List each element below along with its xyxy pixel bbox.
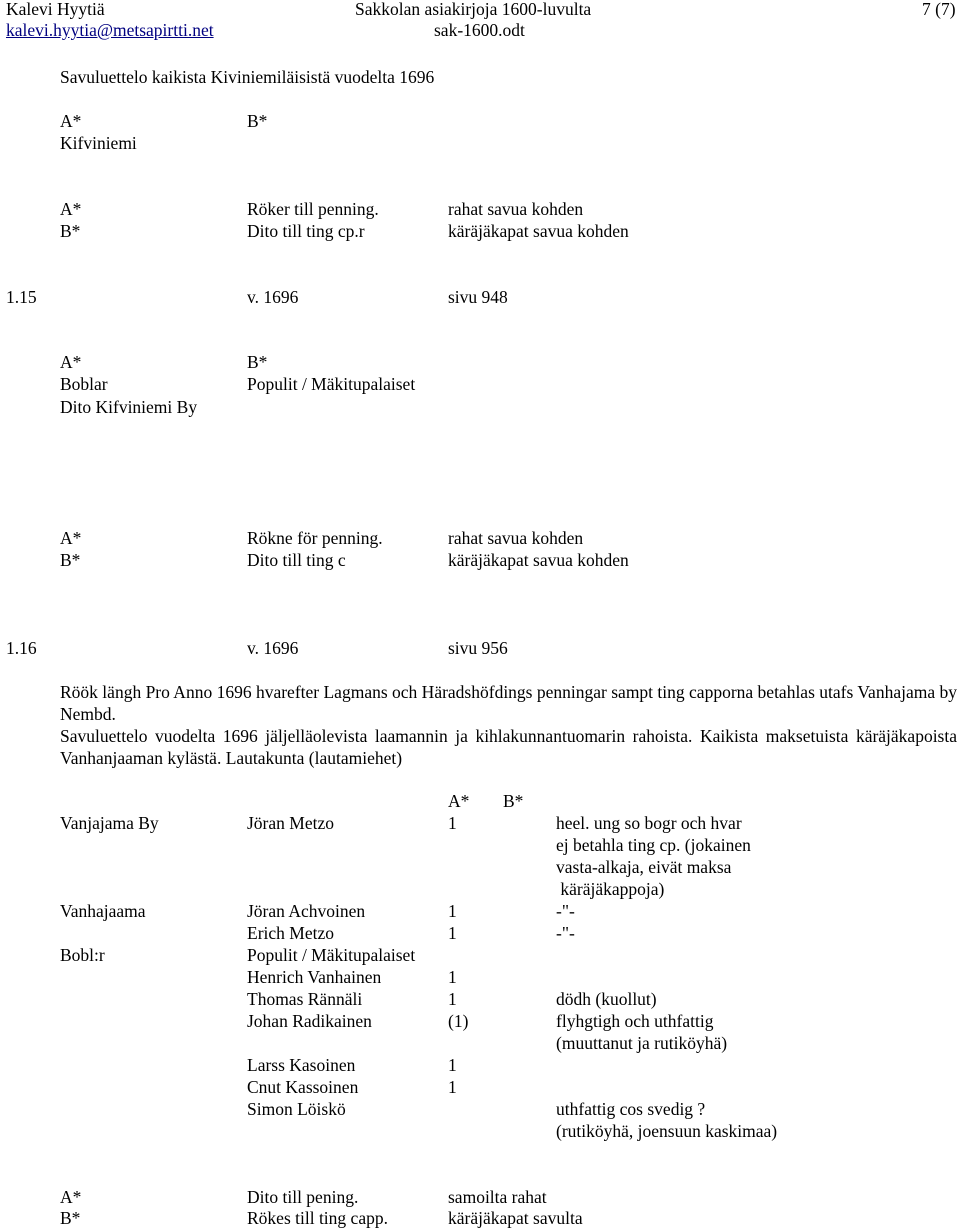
table-row-note: flyhgtigh och uthfattig [556,1011,714,1031]
table-row-name: Cnut Kassoinen [247,1077,359,1097]
ref2-year: v. 1696 [247,638,299,658]
table-row-count: 1 [448,967,457,987]
table-row-count: 1 [448,813,457,833]
table-row-name: Larss Kasoinen [247,1055,356,1075]
header-title: Sakkolan asiakirjoja 1600-luvulta [355,0,592,19]
block3-label: B* [60,550,81,570]
block3-text: Rökne för penning. [247,528,383,548]
block1-note: käräjäkapat savua kohden [448,221,629,241]
table-row-count: 1 [448,989,457,1009]
table-row-note: (muuttanut ja rutiköyhä) [556,1033,728,1053]
table-row-name: Jöran Achvoinen [247,901,366,921]
table-row-count: 1 [448,923,457,943]
block3-note: käräjäkapat savua kohden [448,550,629,570]
table-col-a: A* [448,791,470,811]
table-row-note: vasta-alkaja, eivät maksa [556,857,732,877]
block4-note: samoilta rahat [448,1187,547,1207]
table-row-place: Vanjajama By [60,813,159,833]
table-col-b: B* [503,791,524,811]
table-row-place: Vanhajaama [60,901,146,921]
table-row-note: käräjäkappoja) [556,879,665,899]
table-row-count: (1) [448,1011,469,1031]
table-row-note: ej betahla ting cp. (jokainen [556,835,751,855]
table-row-note: dödh (kuollut) [556,989,657,1009]
table-row-note: -"- [556,923,575,943]
table-row-count: 1 [448,1077,457,1097]
block2-col-a: A* [60,352,82,372]
block4-label: A* [60,1187,82,1207]
block4-text: Rökes till ting capp. [247,1208,388,1228]
block4-text: Dito till pening. [247,1187,359,1207]
table-row-name: Johan Radikainen [247,1011,372,1031]
block1-label: A* [60,199,82,219]
table-row-count: 1 [448,1055,457,1075]
block4-label: B* [60,1208,81,1228]
ref1-page: sivu 948 [448,287,508,307]
table-row-note: -"- [556,901,575,921]
table-row-name: Simon Löiskö [247,1099,346,1119]
paragraph-swedish: Röök längh Pro Anno 1696 hvarefter Lagmans och Häradshöfdings penningar sampt ting capporna betahlas utafs Vanhajama by Nembd. [60,682,957,724]
table-row-count: 1 [448,901,457,921]
block3-text: Dito till ting c [247,550,346,570]
block1-text: Röker till penning. [247,199,379,219]
header-author: Kalevi Hyytiä [6,0,105,19]
header-email-link[interactable]: kalevi.hyytia@metsapirtti.net [6,20,214,40]
block1-text: Dito till ting cp.r [247,221,365,241]
ref2-number: 1.16 [6,638,37,658]
block4-note: käräjäkapat savulta [448,1208,583,1228]
block3-note: rahat savua kohden [448,528,584,548]
ref2-page: sivu 956 [448,638,508,658]
header-filename: sak-1600.odt [434,20,525,40]
intro-heading: Savuluettelo kaikista Kiviniemiläisistä vuodelta 1696 [60,67,435,87]
intro-col-a: A* [60,111,82,131]
ref1-number: 1.15 [6,287,37,307]
table-row-note: heel. ung so bogr och hvar [556,813,742,833]
block2-left2: Dito Kifviniemi By [60,397,198,417]
table-row-note: (rutiköyhä, joensuun kaskimaa) [556,1121,778,1141]
table-row-name: Populit / Mäkitupalaiset [247,945,416,965]
ref1-year: v. 1696 [247,287,299,307]
table-row-name: Thomas Rännäli [247,989,363,1009]
block2-col-b: B* [247,352,268,372]
block2-right1: Populit / Mäkitupalaiset [247,374,416,394]
block1-label: B* [60,221,81,241]
intro-place: Kifviniemi [60,133,137,153]
table-row-note: uthfattig cos svedig ? [556,1099,706,1119]
block3-label: A* [60,528,82,548]
block1-note: rahat savua kohden [448,199,584,219]
header-page-number: 7 (7) [922,0,956,19]
table-row-name: Henrich Vanhainen [247,967,382,987]
table-row-name: Erich Metzo [247,923,334,943]
table-row-place: Bobl:r [60,945,105,965]
paragraph-finnish: Savuluettelo vuodelta 1696 jäljelläolevista laamannin ja kihlakunnantuomarin rahoista. Kaikista maksetuista käräjäkapoista Vanhanjaaman kylästä. Lautakunta (lautamiehet) [60,726,957,768]
intro-col-b: B* [247,111,268,131]
block2-left1: Boblar [60,374,108,394]
table-row-name: Jöran Metzo [247,813,334,833]
